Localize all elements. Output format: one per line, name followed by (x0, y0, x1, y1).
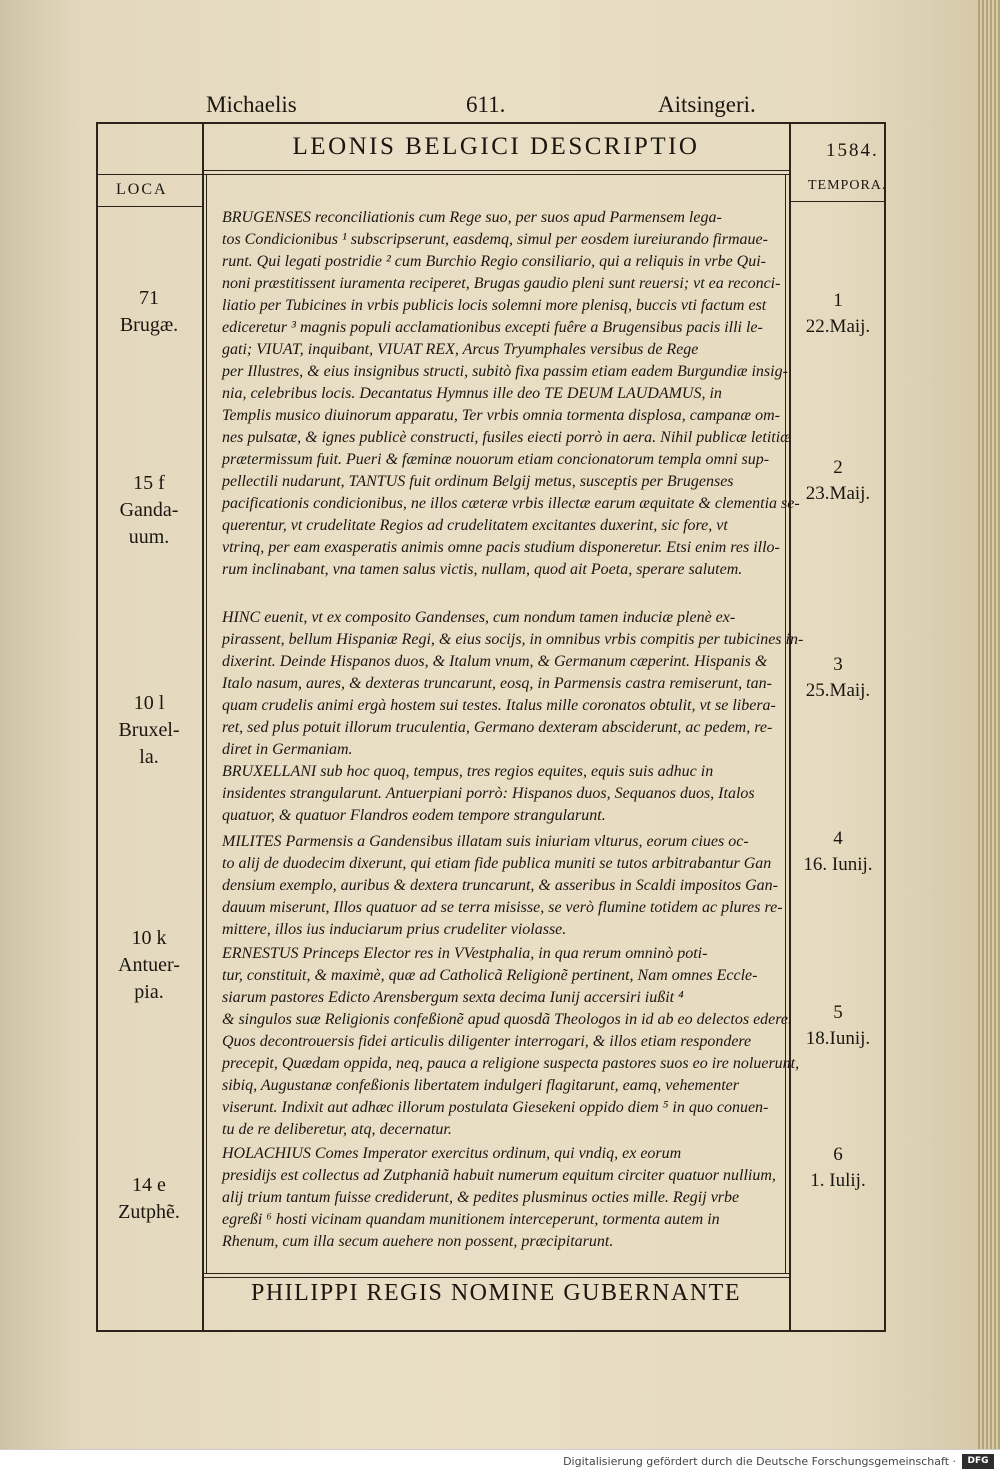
tempora-num: 2 (833, 457, 843, 478)
body-line: pacificationis condicionibus, ne illos cæteræ vrbis illectæ earum æquitate & clementia se- (222, 495, 800, 512)
body-line: to alij de duodecim dixerunt, qui etiam fide publica muniti se tutos arbitrabantur Gan (222, 855, 772, 872)
loca-header-rule (96, 206, 202, 207)
loca-zutphen (104, 1172, 194, 1226)
body-line: noni præstitissent iuramenta reciperet, Brugas gaudio pleni sunt reuersi; vt ea reconci- (222, 275, 781, 292)
year-label: 1584. (826, 140, 879, 161)
body-line: rum inclinabant, vna tamen salus victis, nullam, quod ait Poeta, sperare salutem. (222, 561, 743, 578)
body-line: insidentes strangularunt. Antuerpiani porrò: Hispanos duos, Sequanos duos, Italos (222, 785, 755, 802)
frame-top-rule (96, 122, 886, 124)
tempora-date: 25.Maij. (805, 680, 871, 701)
body-bottom-rule (202, 1273, 790, 1274)
tempora-num: 6 (833, 1144, 843, 1165)
body-line: Quos decontrouersis fidei articulis diligenter interrogari, & illos etiam respondere (222, 1033, 752, 1050)
body-line: mittere, illos ius induciarum prius crudeliter violasse. (222, 921, 567, 938)
loca-ref: 15 f (133, 472, 165, 494)
body-line: tos Condicionibus ¹ subscripserunt, easdemq, simul per eosdem iureiurando firmaue- (222, 231, 768, 248)
tempora-1 (788, 288, 888, 340)
loca-name-2: pia. (134, 981, 164, 1003)
page-edge (978, 0, 1000, 1450)
bottom-title: PHILIPPI REGIS NOMINE GUBERNANTE (251, 1280, 741, 1306)
tempora-date: 18.Iunij. (805, 1028, 871, 1049)
tempora-num: 1 (833, 290, 843, 311)
loca-antuerpia (104, 925, 194, 1006)
footer-credit: Digitalisierung gefördert durch die Deutsche Forschungsgemeinschaft · (563, 1455, 956, 1468)
tempora-num: 3 (833, 654, 843, 675)
body-line: ediceretur ³ magnis populi acclamationibus excepti fuêre a Brugensibus pacis illi le- (222, 319, 763, 336)
tempora-6 (788, 1142, 888, 1194)
body-line: alij trium tantum fuisse crediderunt, & pedites plusminus octies mille. Regij vrbe (222, 1189, 740, 1206)
body-line: runt. Qui legati postridie ² cum Burchio Regio consiliario, qui a reliquis in vrbe Qui- (222, 253, 767, 270)
body-line: Templis musico diuinorum apparatu, Ter vrbis omnia tormenta displosa, campanæ om- (222, 407, 780, 424)
loca-name: Ganda- (119, 499, 179, 521)
body-line: Rhenum, cum illa secum auehere non possent, præcipitarunt. (222, 1233, 614, 1250)
body-line: sibiq, Augustanæ confeßionis libertatem indulgeri flagitarunt, eamq, vehementer (222, 1077, 739, 1094)
tempora-date: 22.Maij. (805, 316, 871, 337)
loca-column-rule (202, 122, 204, 1332)
loca-name: Zutphẽ. (118, 1201, 180, 1223)
body-line: Italo nasum, aures, & dexteras truncarunt, eosq, in Parmensis castra remiserunt, tan- (222, 675, 772, 692)
body-line: tu de re deliberetur, atq, decernatur. (222, 1121, 452, 1138)
loca-top-rule (96, 174, 202, 175)
body-line: vtrinq, per eam exasperatis animis omne pacis studium disponeretur. Etsi enim res illo- (222, 539, 780, 556)
frame-bottom-rule (96, 1330, 886, 1332)
tempora-date: 16. Iunij. (803, 854, 873, 875)
loca-column-rule-2 (206, 175, 207, 1273)
body-line: densium exemplo, auribus & dextera truncarunt, & asseribus in Scaldi impositos Gan- (222, 877, 778, 894)
body-line: liatio per Tubicines in vrbis publicis locis solemni more plenisq, buccis vti factum est (222, 297, 767, 314)
body-line: nia, celebribus locis. Decantatus Hymnus ille deo TE DEUM LAUDAMUS, in (222, 385, 722, 402)
body-line: presidijs est collectus ad Zutphaniã habuit numerum equitum circiter quatuor nullium, (222, 1167, 776, 1184)
body-line: per Illustres, & eius insignibus structi, subitò fixa passim etiam eadem Burgundiæ insig- (222, 363, 788, 380)
body-line: BRUXELLANI sub hoc quoq, tempus, tres regios equites, equis suis adhuc in (222, 763, 714, 780)
body-line: querentur, vt crudelitate Regios ad crudelitatem excitantes duxerint, sic fore, vt (222, 517, 728, 534)
tempora-4 (788, 826, 888, 878)
body-line: HOLACHIUS Comes Imperator exercitus ordinum, qui vndiq, ex eorum (222, 1145, 682, 1162)
body-line: & singulos suæ Religionis confeßionẽ apud quosdã Theologos in id ab eo delectos edere. (222, 1011, 793, 1028)
loca-name-2: uum. (128, 526, 170, 548)
tempora-num: 4 (833, 828, 843, 849)
running-head-left: Michaelis (206, 92, 297, 117)
body-line: quatuor, & quatuor Flandros eodem tempore strangularunt. (222, 807, 606, 824)
loca-name: Bruxel- (118, 719, 180, 741)
body-line: precepit, Quædam oppida, neq, pauca a religione suspecta pastores suos eo ire noluerunt, (222, 1055, 800, 1072)
body-line: prætermissum fuit. Pueri & fæminæ nouorum etiam concionatorum templa omni sup- (222, 451, 770, 468)
dfg-logo: DFG (962, 1454, 994, 1469)
running-head-right: Aitsingeri. (658, 92, 756, 117)
body-line: egreßi ⁶ hosti vicinam quandam munitionem interceperunt, tormenta autem in (222, 1211, 720, 1228)
loca-gandauum (104, 470, 194, 551)
tempora-3 (788, 652, 888, 704)
body-line: ERNESTUS Princeps Elector res in VVestphalia, in qua rerum omninò poti- (222, 945, 708, 962)
title-bottom-rule (202, 170, 790, 171)
tempora-2 (788, 455, 888, 507)
body-line: HINC euenit, vt ex composito Gandenses, cum nondum tamen induciæ plenè ex- (222, 609, 736, 626)
tempora-date: 23.Maij. (805, 483, 871, 504)
body-line: dauum miserunt, Illos quatuor ad se terra misisse, se verò flumine totidem ac plures re- (222, 899, 783, 916)
loca-brugae (104, 285, 194, 339)
loca-ref: 10 k (131, 927, 167, 949)
tempora-num: 5 (833, 1002, 843, 1023)
loca-label: LOCA (116, 181, 168, 198)
loca-ref: 14 e (132, 1174, 166, 1196)
page-number: 611. (466, 92, 506, 117)
tempora-column-rule-2 (785, 175, 786, 1273)
body-line: tur, constituit, & maximè, quæ ad Catholicã Religionẽ pertinent, Nam omnes Eccle- (222, 967, 758, 984)
loca-name-2: la. (139, 746, 159, 768)
body-bottom-rule-2 (202, 1277, 790, 1278)
tempora-header-rule (791, 201, 885, 202)
body-line: ret, sed plus potuit illorum truculentia, Germano dexteram absciderunt, ac pedem, re- (222, 719, 773, 736)
body-line: pellectili nudarunt, TANTUS fuit ordinum Belgij metus, susceptis per Brugenses (222, 473, 734, 490)
frame-left-rule (96, 122, 98, 1332)
loca-ref: 71 (139, 287, 159, 309)
page-title: LEONIS BELGICI DESCRIPTIO (292, 133, 700, 160)
body-line: pirassent, bellum Hispaniæ Regi, & eius socijs, in omnibus vrbis compitis per tubicines in- (222, 631, 804, 648)
loca-name: Brugæ. (119, 314, 179, 336)
body-line: gati; VIUAT, inquibant, VIUAT REX, Arcus Tryumphales versibus de Rege (222, 341, 699, 358)
tempora-date: 1. Iulij. (810, 1170, 866, 1191)
body-line: MILITES Parmensis a Gandensibus illatam suis iniuriam vlturus, eorum ciues oc- (222, 833, 749, 850)
body-line: diret in Germaniam. (222, 741, 353, 758)
tempora-5 (788, 1000, 888, 1052)
body-line: quam crudelis animi ergà hostem sui testes. Italus mille coronatos obtulit, vt se libera- (222, 697, 776, 714)
title-bottom-rule-2 (202, 174, 790, 175)
loca-bruxella (104, 690, 194, 771)
body-line: BRUGENSES reconciliationis cum Rege suo, per suos apud Parmensem lega- (222, 209, 722, 226)
loca-ref: 10 l (133, 692, 165, 714)
body-line: siarum pastores Edicto Arensbergum sexta decima Iunij accersiri iußit ⁴ (222, 989, 684, 1006)
body-line: nes pulsatæ, & ignes publicè constructi, fusiles eiecti porrò in aera. Nihil publicæ letitiæ (222, 429, 791, 446)
tempora-label: TEMPORA. (808, 178, 887, 193)
loca-name: Antuer- (118, 954, 180, 976)
body-line: dixerint. Deinde Hispanos duos, & Italum vnum, & Germanum cæperint. Hispanis & (222, 653, 768, 670)
body-line: viserunt. Indixit aut adhæc illorum postulata Giesekeni oppido diem ⁵ in quo conuen- (222, 1099, 769, 1116)
